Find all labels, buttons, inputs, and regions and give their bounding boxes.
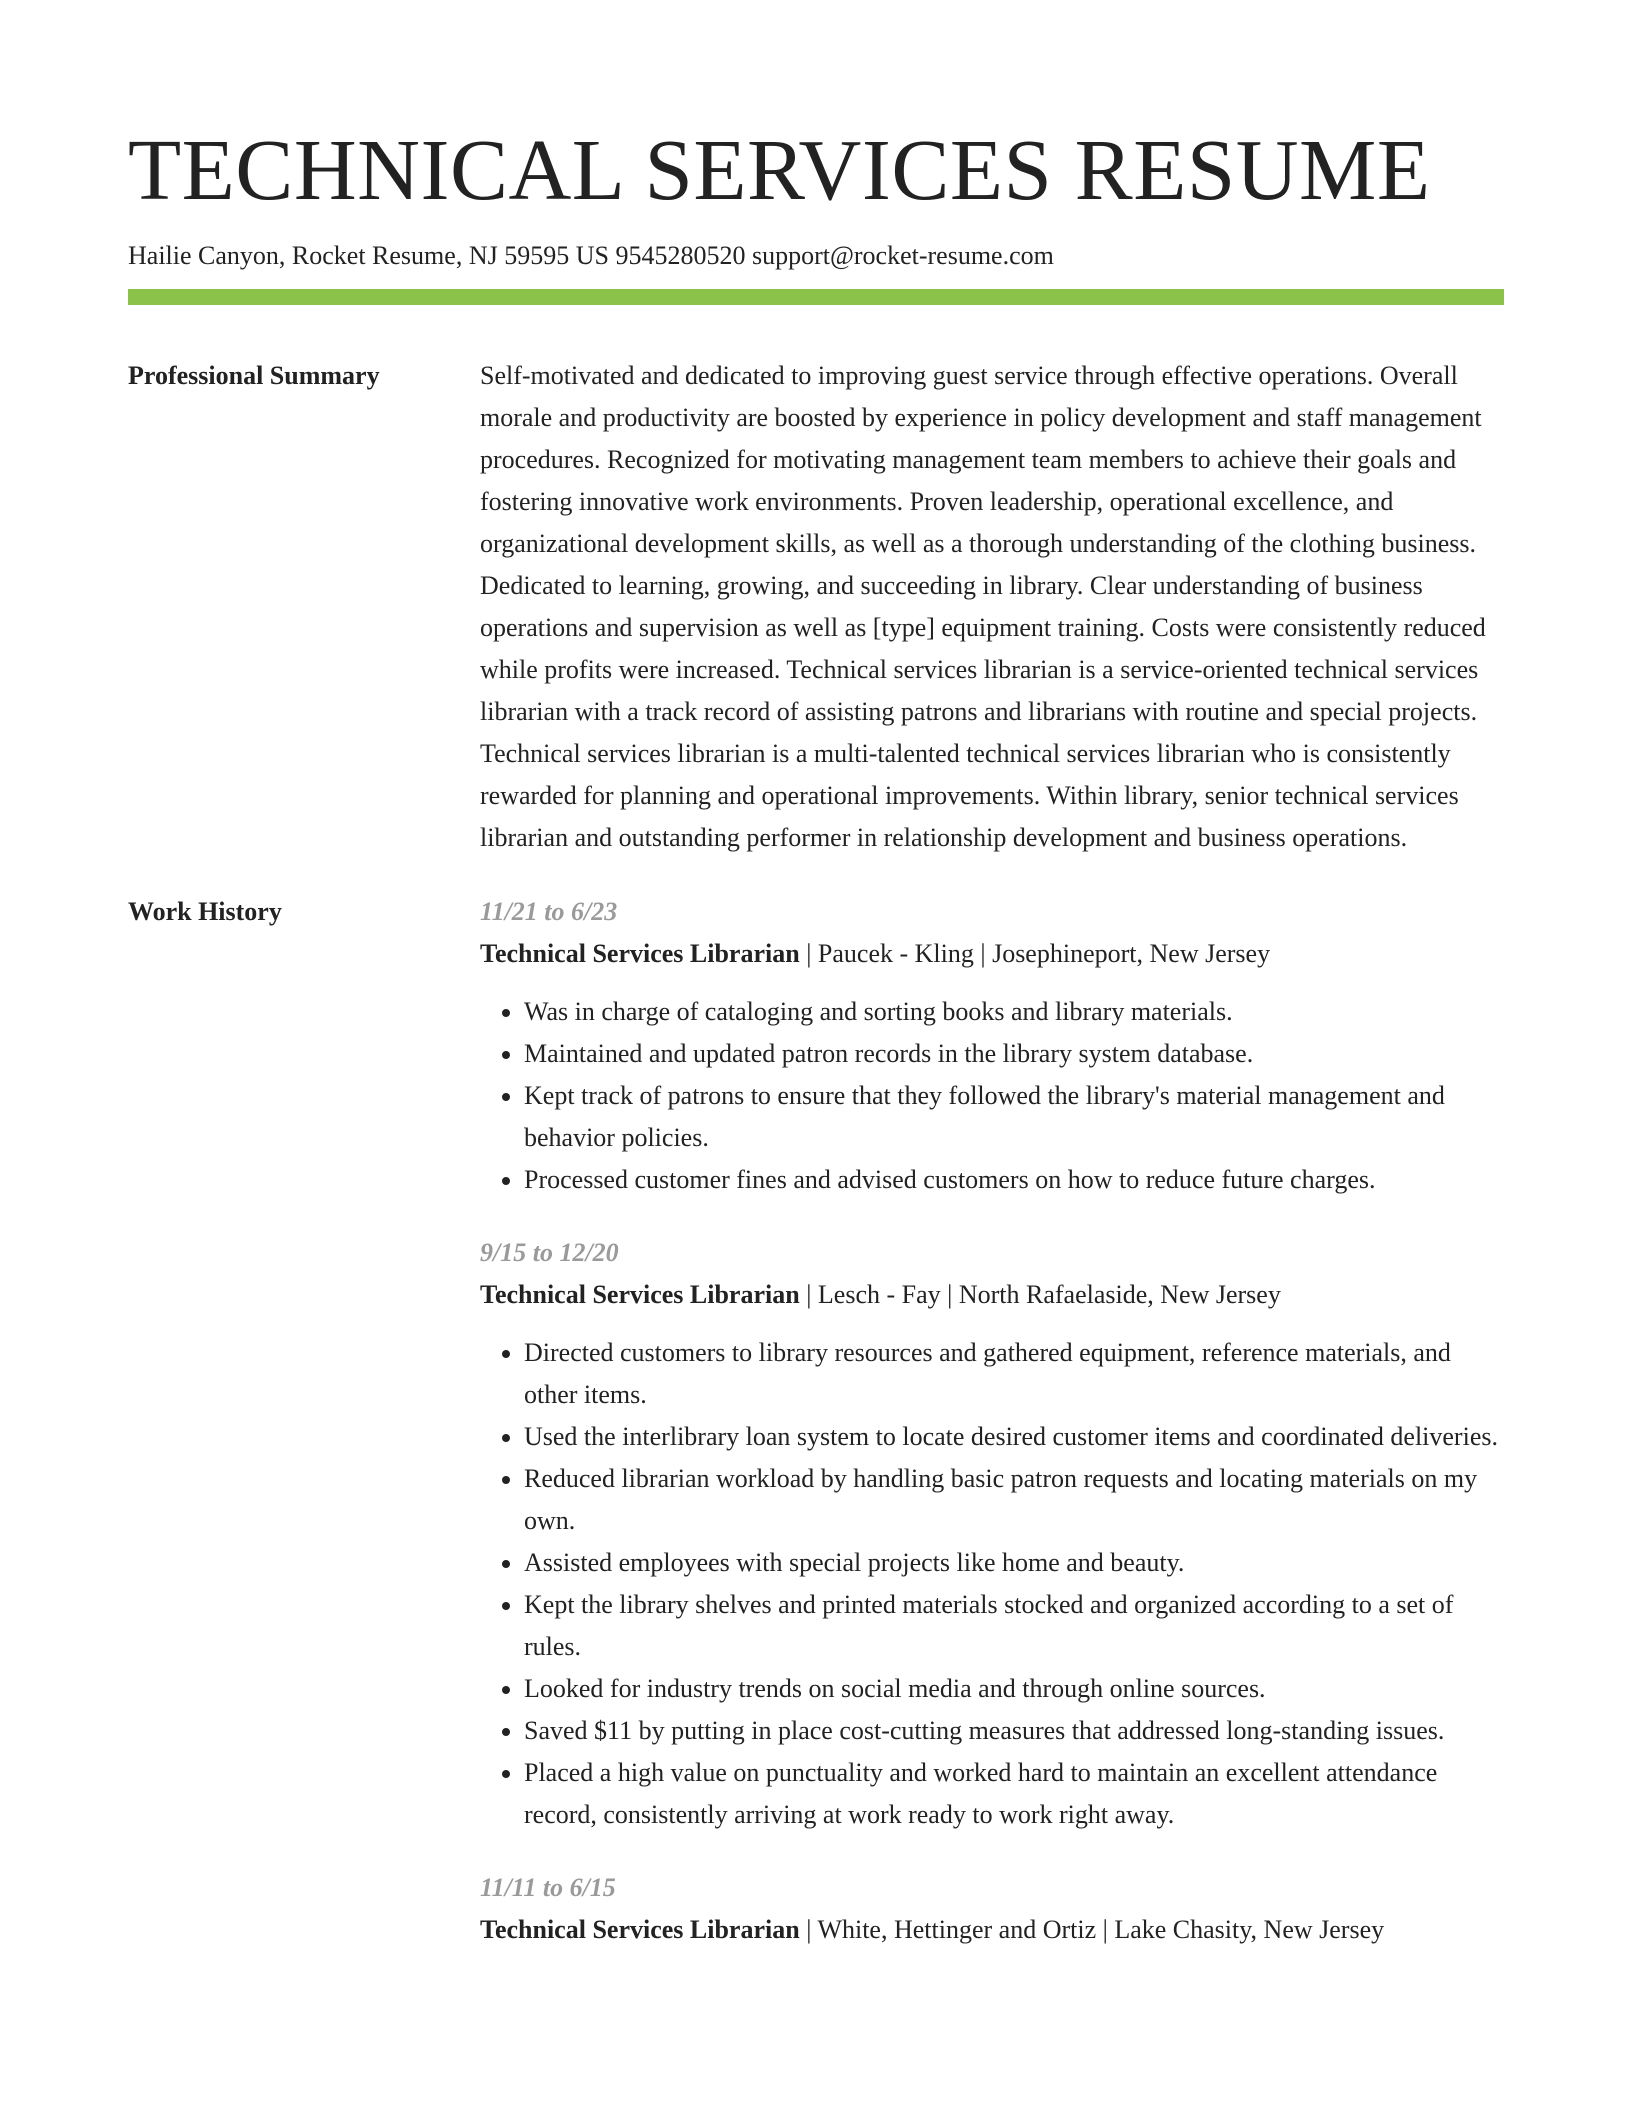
job-title: Technical Services Librarian xyxy=(480,1280,800,1309)
job-details: | Paucek - Kling | Josephineport, New Jersey xyxy=(799,939,1271,968)
contact-line xyxy=(128,240,1504,272)
work-history-list xyxy=(480,891,1504,1951)
summary-text: Self-motivated and dedicated to improving guest service through effective operations. Overall morale and productivity are boosted by experience in policy development and staff management procedures. Recognized for motivating management team members to achieve their goals and fostering innovative work environments. Proven leadership, operational excellence, and organizational development skills, as well as a thorough understanding of the clothing business. Dedicated to learning, growing, and succeeding in library. Clear understanding of business operations and supervision as well as [type] equipment training. Costs were consistently reduced while profits were increased. Technical services librarian is a service-oriented technical services librarian with a track record of assisting patrons and librarians with routine and special projects. Technical services librarian is a multi-talented technical services librarian who is consistently rewarded for planning and operational improvements. Within library, senior technical services librarian and outstanding performer in relationship development and business operations. xyxy=(480,361,1486,852)
section-label-summary: Professional Summary xyxy=(128,361,380,390)
job-bullet: • Maintained and updated patron records in the library system database. xyxy=(524,1033,1504,1075)
resume-title: TECHNICAL SERVICES RESUME xyxy=(128,121,1431,218)
job-bullet-list xyxy=(480,991,1504,1201)
job-heading xyxy=(480,933,1504,975)
job-bullet: • Assisted employees with special projects like home and beauty. xyxy=(524,1542,1504,1584)
professional-summary-section xyxy=(128,355,1504,859)
job-bullet: • Saved $11 by putting in place cost-cutting measures that addressed long-standing issues. xyxy=(524,1710,1504,1752)
job-bullet: • Processed customer fines and advised customers on how to reduce future charges. xyxy=(524,1159,1504,1201)
job-bullet: • Was in charge of cataloging and sorting books and library materials. xyxy=(524,991,1504,1033)
job-dates: 11/21 to 6/23 xyxy=(480,897,618,926)
job-heading xyxy=(480,1909,1504,1951)
job-dates: 9/15 to 12/20 xyxy=(480,1238,619,1267)
contact-phone: 9545280520 xyxy=(615,241,746,270)
job-bullet-list xyxy=(480,1332,1504,1836)
work-history-section xyxy=(128,891,1504,1951)
job-bullet: • Reduced librarian workload by handling basic patron requests and locating materials on my own. xyxy=(524,1458,1504,1542)
job-bullet: • Placed a high value on punctuality and worked hard to maintain an excellent attendance record, consistently arriving at work ready to work right away. xyxy=(524,1752,1504,1836)
job-bullet: • Kept track of patrons to ensure that they followed the library's material management and behavior policies. xyxy=(524,1075,1504,1159)
job-bullet: • Looked for industry trends on social media and through online sources. xyxy=(524,1668,1504,1710)
contact-email: support@rocket-resume.com xyxy=(751,241,1054,270)
contact-address: Hailie Canyon, Rocket Resume, NJ 59595 US xyxy=(128,241,609,270)
resume-page xyxy=(128,118,1504,1951)
job-bullet: • Directed customers to library resources and gathered equipment, reference materials, and other items. xyxy=(524,1332,1504,1416)
job-entry xyxy=(480,891,1504,1201)
job-heading xyxy=(480,1274,1504,1316)
job-title: Technical Services Librarian xyxy=(480,939,800,968)
job-bullet: • Used the interlibrary loan system to locate desired customer items and coordinated deliveries. xyxy=(524,1416,1504,1458)
job-bullet: • Kept the library shelves and printed materials stocked and organized according to a set of rules. xyxy=(524,1584,1504,1668)
job-entry xyxy=(480,1867,1504,1951)
section-label-work-history: Work History xyxy=(128,897,282,926)
job-entry xyxy=(480,1232,1504,1836)
job-dates: 11/11 to 6/15 xyxy=(480,1873,616,1902)
job-title: Technical Services Librarian xyxy=(480,1915,800,1944)
job-details: | White, Hettinger and Ortiz | Lake Chasity, New Jersey xyxy=(799,1915,1385,1944)
header-divider xyxy=(128,289,1504,305)
job-details: | Lesch - Fay | North Rafaelaside, New Jersey xyxy=(799,1280,1281,1309)
